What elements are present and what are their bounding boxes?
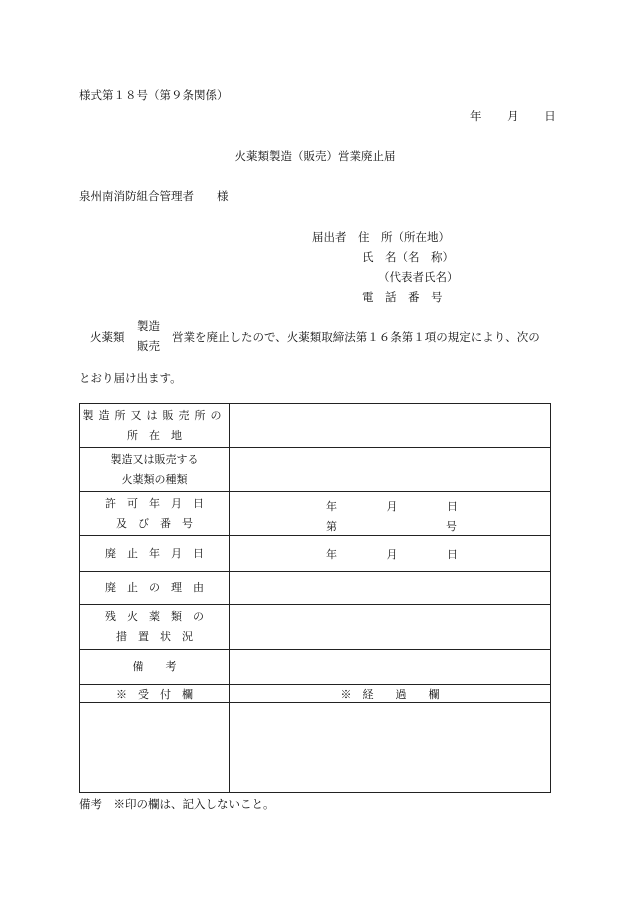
table-row: [80, 448, 551, 492]
footnote: 備考 ※印の欄は、記入しないこと。: [79, 797, 275, 811]
table-row: [80, 605, 551, 650]
intro-kayaku: 火薬類: [90, 330, 125, 344]
abolition-date-field[interactable]: [230, 536, 551, 572]
explosive-type-label: [80, 448, 230, 492]
form-number: 様式第１８号（第９条関係）: [79, 88, 229, 102]
remarks-field[interactable]: [230, 650, 551, 685]
remaining-explosives-label-b: 措 置 状 況: [116, 630, 193, 643]
location-label-a: 製造所又は販売所の: [82, 408, 227, 422]
abolition-reason-label: 廃 止 の 理 由: [80, 572, 230, 605]
permit-field[interactable]: [230, 492, 551, 536]
intro-choice-hanbai: 販売: [137, 339, 160, 353]
table-row: [80, 536, 551, 572]
progress-field: [230, 703, 551, 793]
location-field[interactable]: [230, 404, 551, 448]
permit-label-b: 及 び 番 号: [116, 516, 193, 530]
filer-representative-label: （代表者氏名）: [378, 270, 459, 284]
location-label: [80, 404, 230, 448]
document-title: 火薬類製造（販売）営業廃止届: [234, 149, 396, 163]
progress-header: ※ 経 過 欄: [230, 685, 551, 703]
remarks-label: 備 考: [80, 650, 230, 685]
intro-continuation: とおり届け出ます。: [79, 371, 182, 385]
permit-number-suffix: 号: [446, 520, 457, 533]
abolition-date: 年 月 日: [326, 548, 458, 561]
table-row: [80, 572, 551, 605]
filer-name-label: 氏 名（名 称）: [362, 250, 454, 264]
table-row: [80, 703, 551, 793]
filer-address-label: 届出者 住 所（所在地）: [312, 230, 450, 244]
reception-header: ※ 受 付 欄: [80, 685, 230, 703]
explosive-type-label-a: 製造又は販売する: [110, 452, 199, 466]
table-row: [80, 492, 551, 536]
addressee: 泉州南消防組合管理者 様: [79, 189, 229, 203]
table-row: [80, 685, 551, 703]
intro-choice-seizo: 製造: [137, 319, 160, 333]
filer-phone-label: 電 話 番 号: [362, 290, 443, 304]
permit-label: [80, 492, 230, 536]
date-line: 年 月 日: [470, 109, 556, 123]
filer-block: [312, 229, 459, 309]
table-row: [80, 404, 551, 448]
permit-number-prefix: 第: [326, 520, 337, 533]
table-row: [80, 650, 551, 685]
reception-field: [80, 703, 230, 793]
intro-rest: 営業を廃止したので、火薬類取締法第１６条第１項の規定により、次の: [172, 330, 540, 344]
remaining-explosives-field[interactable]: [230, 605, 551, 650]
intro-choice: [137, 316, 160, 356]
remaining-explosives-label: [80, 605, 230, 650]
form-table: [79, 403, 551, 793]
permit-date: 年 月 日: [326, 500, 458, 513]
location-label-b: 所 在 地: [127, 428, 182, 442]
abolition-date-label: 廃 止 年 月 日: [80, 536, 230, 572]
explosive-type-field[interactable]: [230, 448, 551, 492]
abolition-reason-field[interactable]: [230, 572, 551, 605]
remaining-explosives-label-a: 残 火 薬 類 の: [105, 610, 204, 623]
explosive-type-label-b: 火薬類の種類: [121, 472, 188, 486]
permit-label-a: 許 可 年 月 日: [105, 496, 204, 510]
